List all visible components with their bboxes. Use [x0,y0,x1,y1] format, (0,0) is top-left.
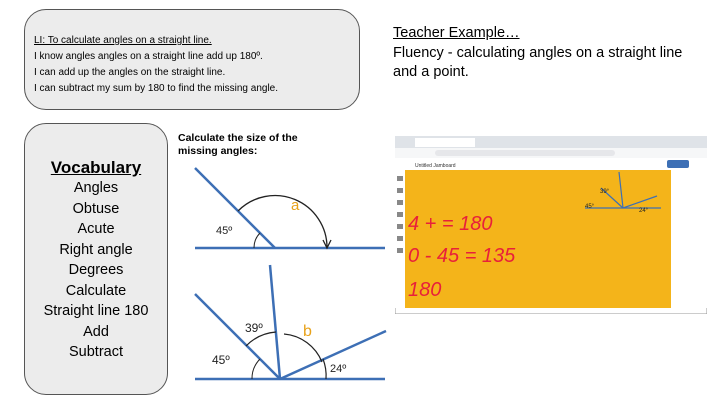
vocabulary-item: Degrees [68,262,124,278]
whiteboard-angle-label: 45° [585,204,595,210]
angle-label-45: 45º [212,353,230,367]
angle-arm [270,265,280,379]
jamboard-canvas[interactable] [405,170,671,308]
vocabulary-item: Straight line 180 [43,303,149,319]
handwriting-line: 0 - 45 = 135 [408,245,516,267]
vocabulary-item: Angles [73,180,119,196]
small-angle-arc [254,233,260,248]
vocabulary-box [24,123,168,395]
right-panel [671,170,707,308]
shape-tool-icon[interactable] [397,236,403,241]
missing-angle-label: a [291,197,300,214]
select-tool-icon[interactable] [397,200,403,205]
text-tool-icon[interactable] [397,248,403,253]
teacher-example-heading: Teacher Example… [393,25,520,41]
eraser-tool-icon[interactable] [397,188,403,193]
angle-arc [323,359,326,379]
handwriting-line: 180 [408,279,442,301]
vocabulary-item: Right angle [59,241,133,258]
vocabulary-item: Acute [77,221,115,237]
objective-line: I know angles angles on a straight line add up 180º. [34,51,263,62]
vocabulary-item: Add [83,323,109,340]
angle-arm [195,294,280,379]
learning-objective-text [34,33,278,97]
vocabulary-item: Subtract [69,344,123,360]
question-text: Calculate the size of the missing angles: [178,132,298,157]
whiteboard-angle-label: 24° [639,208,649,214]
teacher-example [393,24,683,83]
image-tool-icon[interactable] [397,224,403,229]
share-button[interactable] [667,160,689,168]
missing-angle-label: b [303,323,312,340]
angle-label-39: 39º [245,321,263,335]
objective-line: I can subtract my sum by 180 to find the missing angle. [34,83,279,94]
jamboard-title: Untitled Jamboard [415,163,456,169]
vocabulary-item: Calculate [65,282,127,299]
sticky-note-icon[interactable] [397,212,403,217]
vocabulary-item: Obtuse [72,200,120,217]
angle-arc [238,196,327,248]
pen-tool-icon[interactable] [397,176,403,181]
learning-objective-box [24,9,360,110]
address-bar [435,150,615,156]
objective-line: I can add up the angles on the straight line. [34,67,226,78]
angle-label-24: 24º [330,363,347,375]
learning-objective-title: LI: To calculate angles on a straight line. [34,35,212,46]
given-angle-label: 45º [216,225,233,237]
angle-diagram-b [190,262,390,382]
browser-tab [415,138,475,147]
vocabulary-title: Vocabulary [50,158,142,177]
small-angle-arc [252,359,260,379]
teacher-example-body: Fluency - calculating angles on a straight line and a point. [393,44,683,80]
whiteboard-angle-label: 39° [600,189,610,195]
video-screenshot[interactable] [395,136,707,314]
angle-arm [195,168,275,248]
handwriting-line: 4 + = 180 [408,213,493,235]
angle-diagram-a [190,160,390,255]
